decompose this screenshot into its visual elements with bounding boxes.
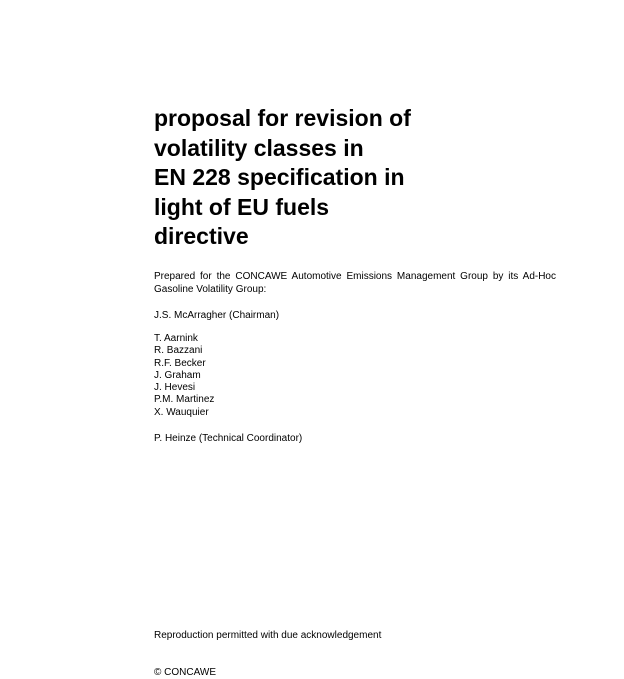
group-member: X. Wauquier <box>154 406 209 418</box>
reproduction-note: Reproduction permitted with due acknowledgement <box>154 630 382 641</box>
title-line: directive <box>154 223 249 249</box>
title-line: volatility classes in <box>154 134 364 161</box>
group-member: R. Bazzani <box>154 345 203 357</box>
title-line: EN 228 specification in <box>154 164 405 190</box>
title-line: proposal for revision of <box>154 105 411 131</box>
title-line: light of EU fuels <box>154 193 330 220</box>
group-member: R.F. Becker <box>154 357 206 369</box>
document-title <box>154 104 484 252</box>
copyright-notice: © CONCAWE <box>154 667 216 678</box>
prepared-for-text: Prepared for the CONCAWE Automotive Emissions Management Group by its Ad-Hoc Gasoline Volatility Group: <box>154 271 556 295</box>
group-member: T. Aarnink <box>154 333 198 344</box>
chairman-name: J.S. McArragher (Chairman) <box>154 310 280 321</box>
group-member: J. Graham <box>154 369 201 381</box>
group-members-list <box>154 333 214 419</box>
group-member: J. Hevesi <box>154 382 196 394</box>
technical-coordinator: P. Heinze (Technical Coordinator) <box>154 433 303 444</box>
group-member: P.M. Martinez <box>154 394 215 406</box>
